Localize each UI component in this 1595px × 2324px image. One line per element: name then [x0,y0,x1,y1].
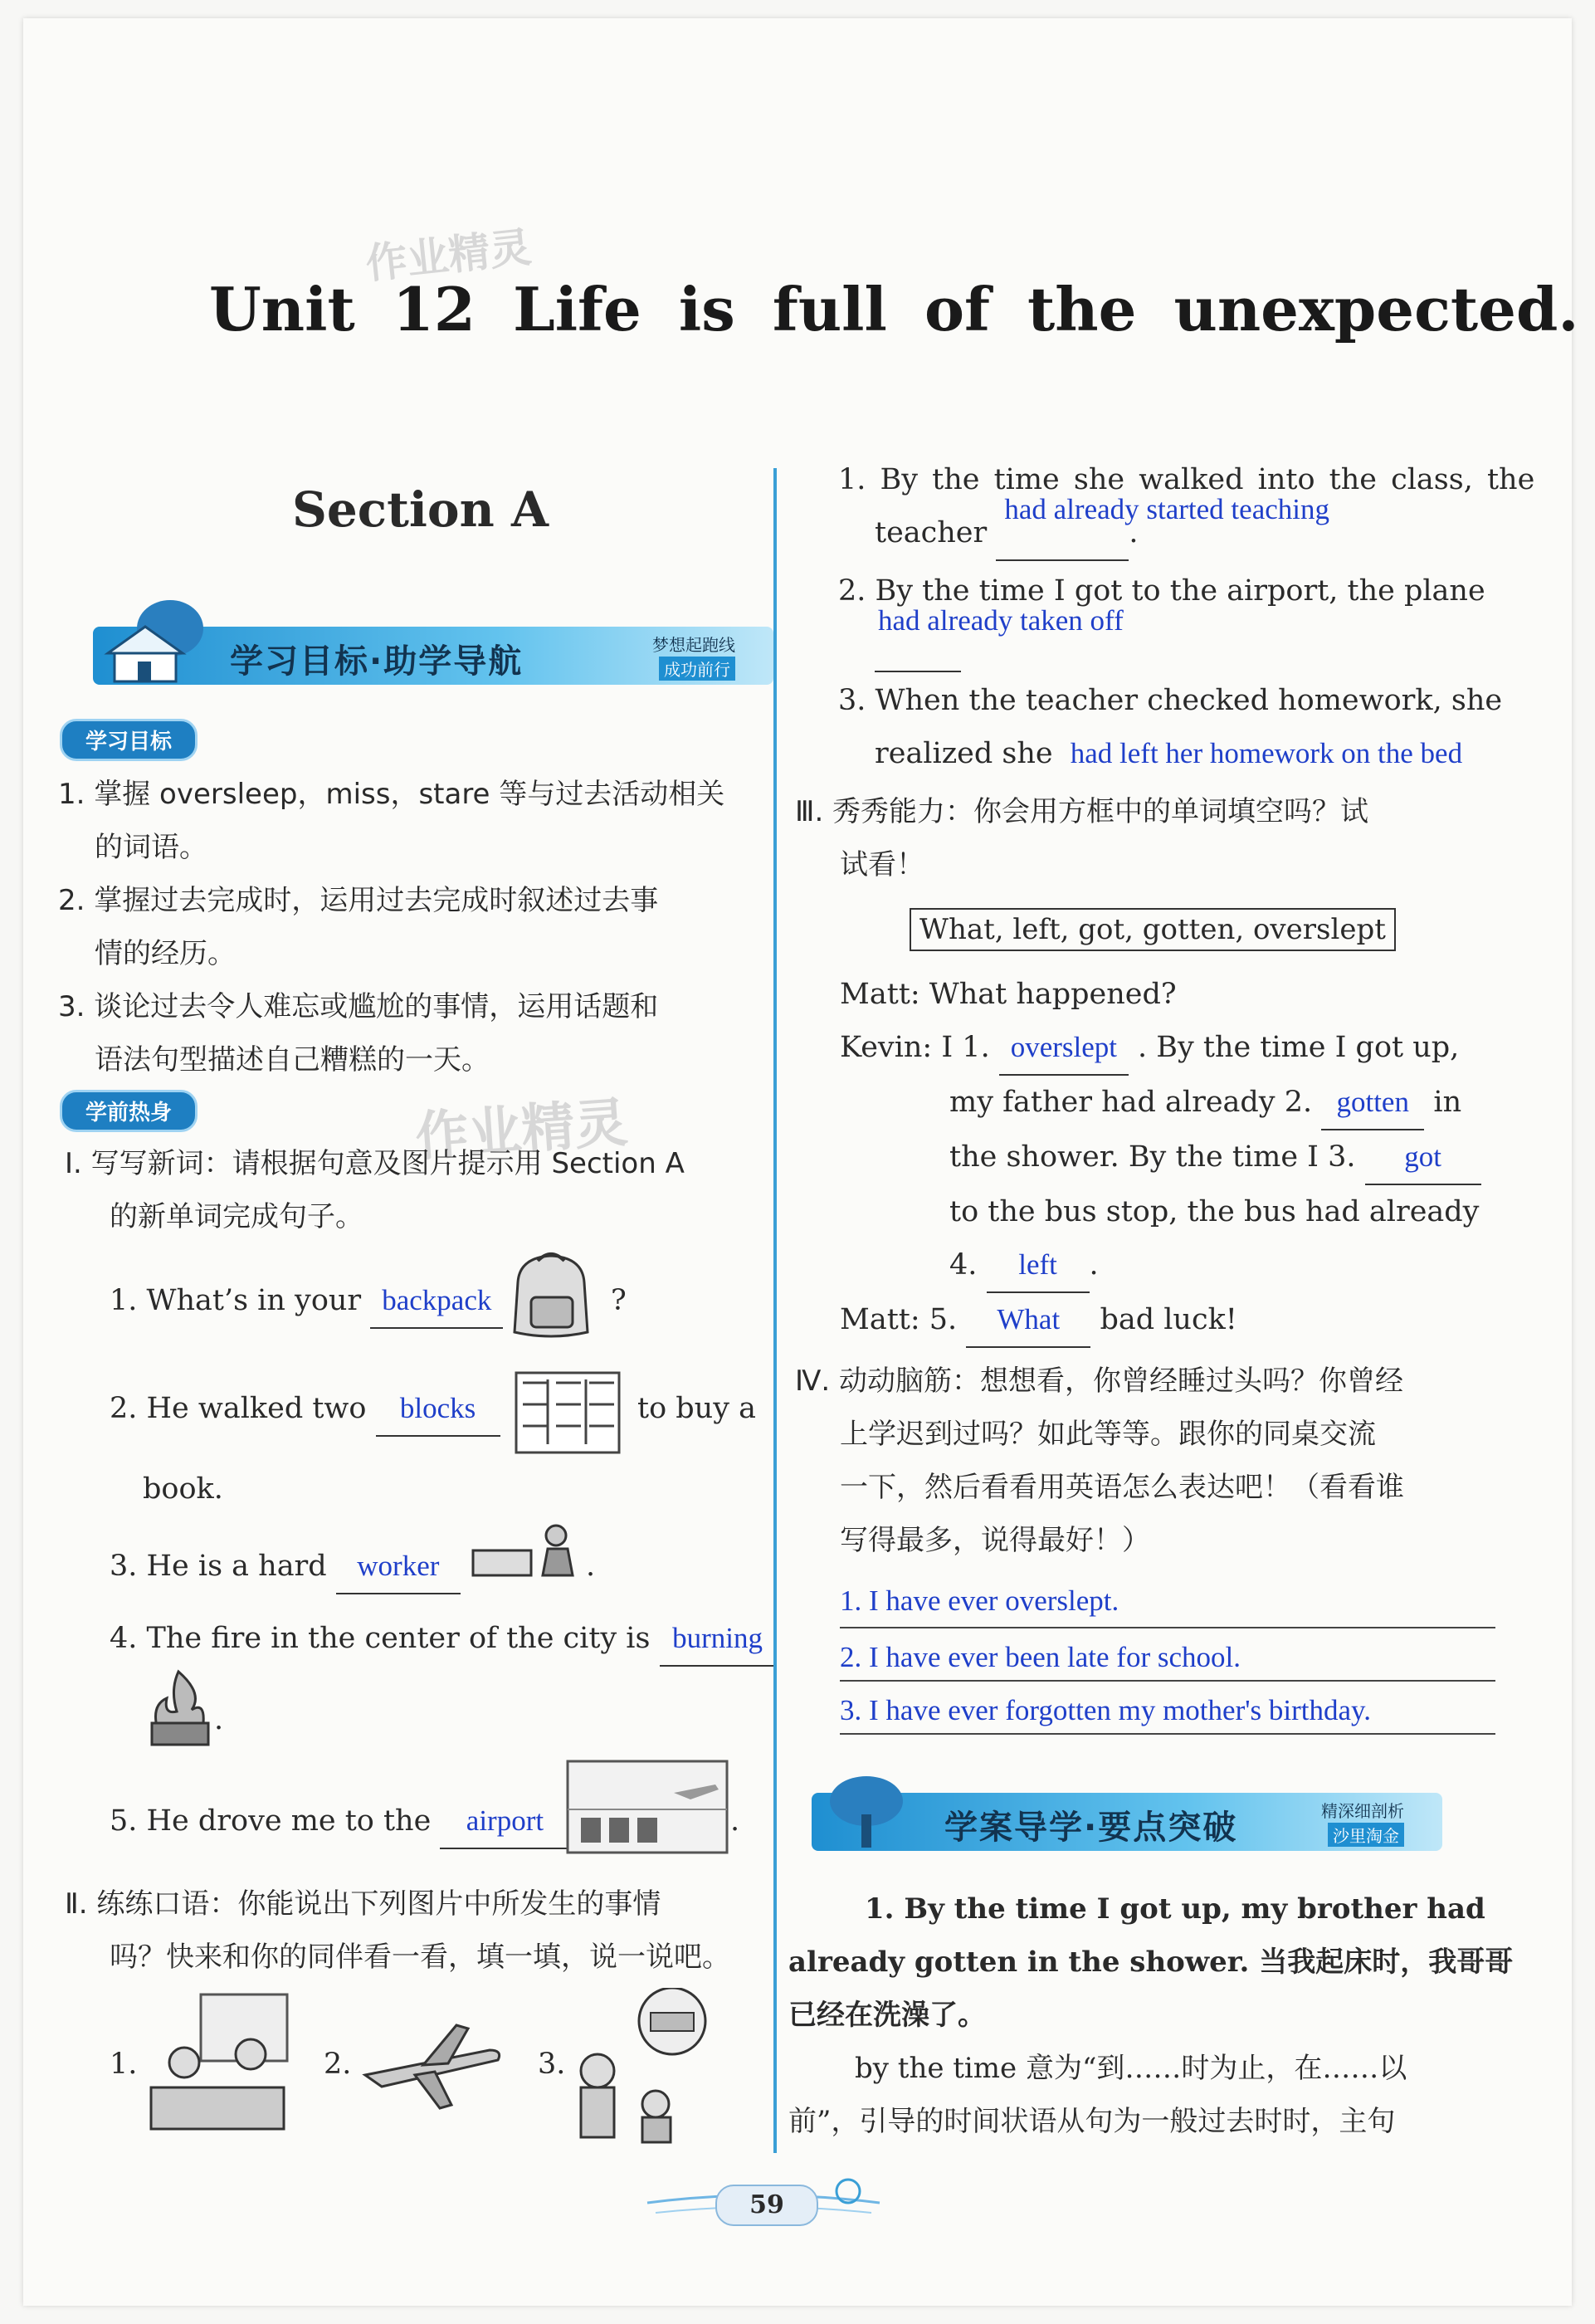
goal-line: 3. 谈论过去令人难忘或尴尬的事情，运用话题和 [58,990,659,1023]
word-box: What, left, got, gotten, overslept [910,908,1396,951]
instruction-line: 一下，然后看看用英语怎么表达吧！（看看谁 [840,1471,1404,1504]
question-text: 3. He is a hard [110,1550,327,1583]
question-text: 2. He walked two [110,1392,367,1425]
answer-blank [1365,1130,1481,1185]
question-2-line2: book. [143,1472,223,1506]
classroom-picture [143,1988,292,2137]
answer: left [1018,1248,1057,1281]
tag-learning-goals: 学习目标 [60,719,198,761]
instruction-line: 吗？快来和你的同伴看一看，填一填，说一说吧。 [110,1941,730,1974]
sentence-text: teacher [875,516,988,549]
part3-instruction [795,785,1368,891]
banner-learning-goals [93,627,773,685]
question-4 [110,1612,776,1667]
question-5-end: . [730,1804,740,1838]
sentence-text: 1. By the time she walked into the class, the [838,463,1535,496]
homework-picture [564,1988,714,2146]
question-1-end: ? [611,1284,627,1317]
answer: overslept [1010,1031,1117,1063]
key-point-text: already gotten in the shower. 当我起床时，我哥哥 [788,1946,1514,1979]
sentence-3 [838,674,1502,780]
part4-instruction [795,1355,1404,1567]
answer-blank [999,1021,1129,1076]
watermark: 作业精灵 [413,1092,630,1169]
goal-line: 2. 掌握过去完成时，运用过去完成时叙述过去事 [58,884,659,917]
instruction-line: 写得最多，说得最好！） [840,1524,1150,1557]
answer-blank [660,1612,776,1667]
instruction-line: Ⅳ. 动动脑筋：想想看，你曾经睡过头吗？你曾经 [795,1365,1403,1398]
question-3 [110,1540,461,1594]
instruction-line: 的新单词完成句子。 [110,1200,363,1233]
answer-blank [996,493,1329,561]
column-divider [773,468,777,2153]
banner-key-points [812,1793,1442,1851]
picture-label-2: 2. [324,2048,352,2081]
answer: airport [466,1804,544,1837]
key-point-text: 前”，引导的时间状语从句为一般过去时时，主句 [788,2105,1396,2138]
answer-lines [840,1575,1495,1735]
question-4-end: . [214,1703,224,1736]
worker-icon [468,1521,584,1580]
dialog [840,968,1481,1348]
picture-label-3: 3. [538,2048,566,2081]
dialog-text: in [1433,1086,1462,1119]
dialog-text: the shower. By the time I 3. [949,1140,1356,1174]
question-5 [110,1794,569,1849]
banner-subtitle: 精深细剖析 [1321,1801,1404,1821]
answer: had already taken off [878,604,1124,637]
sentence-1 [838,453,1534,561]
tag-warm-up: 学前热身 [60,1090,198,1132]
key-point-text: by the time 意为“到……时为止，在……以 [855,2052,1407,2085]
airplane-icon [357,2017,506,2116]
backpack-icon [501,1249,609,1342]
dialog-text: . By the time I got up, [1137,1031,1460,1064]
section-title: Section A [292,481,549,538]
sentence-end: . [1129,516,1139,549]
answer: got [1404,1140,1442,1173]
watermark: 作业精灵 [363,222,534,289]
dialog-text: 4. [949,1248,978,1282]
goal-line: 情的经历。 [95,937,236,970]
answer-line: 1. I have ever overslept. [840,1575,1495,1628]
dialog-text: . [1089,1248,1099,1282]
answer: blocks [399,1392,476,1424]
banner-title: 学习目标·助学导航 [230,642,524,681]
banner-subtitle: 成功前行 [659,657,735,681]
part2-instruction [65,1877,730,1984]
airport-icon [566,1760,729,1854]
question-2-end: to buy a [637,1392,756,1425]
question-text: 5. He drove me to the [110,1804,432,1838]
page-number: 59 [715,2185,818,2226]
answer: gotten [1336,1086,1409,1118]
sentence-text: 2. By the time I got to the airport, the plane [838,574,1485,608]
answer-blank [336,1540,461,1594]
dialog-text: Matt: 5. [840,1303,958,1336]
answer: worker [357,1550,440,1582]
answer-blank [987,1238,1090,1293]
banner-subtitle: 梦想起跑线 [652,635,735,655]
dialog-text: my father had already 2. [949,1086,1313,1119]
key-point [788,1882,1513,2148]
fire-icon [145,1668,215,1748]
answer-blank [370,1274,503,1329]
answer: had already started teaching [1004,493,1329,525]
instruction-line: 试看！ [840,848,924,881]
answer: burning [672,1622,763,1654]
sentence-text: 3. When the teacher checked homework, she [838,684,1503,717]
dialog-line: to the bus stop, the bus had already [949,1195,1480,1228]
instruction-line: Ⅲ. 秀秀能力：你会用方框中的单词填空吗？试 [795,795,1369,828]
key-point-text: 1. By the time I got up, my brother had [865,1892,1485,1926]
answer-blank [440,1794,569,1849]
question-text: 4. The fire in the center of the city is [110,1622,651,1655]
instruction-line: Ⅰ. 写写新词：请根据句意及图片提示用 Section A [65,1147,685,1180]
sentence-2 [838,564,1485,672]
answer-blank [875,604,1124,672]
question-text: 1. What’s in your [110,1284,362,1317]
answer-blank [966,1293,1090,1348]
sentence-text: realized she [875,737,1053,770]
banner-subtitle: 沙里淘金 [1328,1823,1404,1847]
instruction-line: 上学迟到过吗？如此等等。跟你的同桌交流 [840,1418,1376,1451]
goal-line: 语法句型描述自己糟糕的一天。 [95,1043,490,1077]
banner-title: 学案导学·要点突破 [944,1809,1238,1847]
question-1 [110,1274,503,1329]
answer: backpack [382,1284,492,1316]
tree-icon [817,1771,916,1851]
answer: had left her homework on the bed [1070,737,1463,769]
answer-blank [1321,1076,1424,1130]
question-2 [110,1382,500,1437]
question-3-end: . [586,1550,596,1583]
goals-list [58,768,724,1086]
page-title: Unit 12 Life is full of the unexpected. [209,274,1579,344]
picture-label-1: 1. [110,2048,138,2081]
goal-line: 的词语。 [95,831,207,864]
answer-line: 3. I have ever forgotten my mother's birthday. [840,1682,1495,1735]
dialog-text: bad luck! [1100,1303,1237,1336]
key-point-text: 已经在洗澡了。 [788,1999,986,2032]
blocks-icon [515,1371,622,1454]
answer-line: 2. I have ever been late for school. [840,1628,1495,1682]
goal-line: 1. 掌握 oversleep，miss，stare 等与过去活动相关 [58,778,725,811]
dialog-line: Matt: What happened? [840,978,1177,1011]
dialog-text: Kevin: I 1. [840,1031,990,1064]
house-tree-icon [100,595,207,685]
answer-blank [376,1382,500,1437]
instruction-line: Ⅱ. 练练口语：你能说出下列图片中所发生的事情 [65,1887,661,1921]
part1-instruction [65,1137,685,1243]
answer: What [997,1303,1061,1335]
